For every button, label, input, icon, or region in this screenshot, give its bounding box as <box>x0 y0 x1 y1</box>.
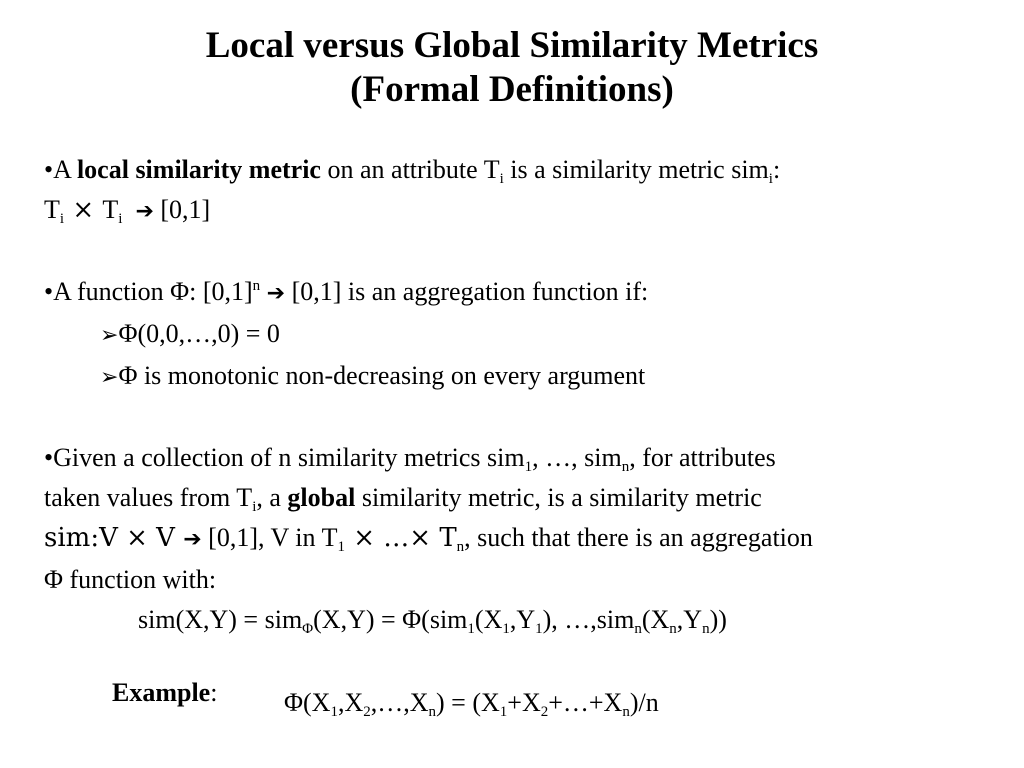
text-run: ), …,sim <box>542 605 635 634</box>
text-run: A function Φ: [0,1] <box>53 277 253 306</box>
text-run: taken values from T <box>44 483 253 512</box>
bullet-local-metric-line-1 <box>44 150 1014 190</box>
subscript: n <box>634 621 642 637</box>
arrowhead-bullet-icon: ➢ <box>100 323 119 348</box>
spacer <box>44 398 1014 438</box>
text-run: , for attributes <box>629 443 776 472</box>
times-symbol: × <box>64 195 103 225</box>
arrow-icon: ➔ <box>266 281 286 306</box>
text-run: : <box>210 678 218 707</box>
text-run: similarity metric, is a similarity metric <box>355 483 762 512</box>
text-run: (X <box>641 605 670 634</box>
arrow-icon: ➔ <box>183 527 202 552</box>
text-run: : <box>772 155 781 184</box>
bullet-global-metric-line-1 <box>44 438 1014 478</box>
subscript: n <box>456 539 465 555</box>
bullet-global-metric-line-3 <box>44 518 1014 560</box>
subscript: i <box>59 211 65 227</box>
bullet-global-metric-line-2 <box>44 478 1014 518</box>
title-line-2: (Formal Definitions) <box>350 69 674 110</box>
text-run: (X,Y) = Φ(sim <box>313 605 468 634</box>
subscript: i <box>768 171 773 187</box>
text-run: )) <box>709 605 727 634</box>
example-label-text: Example <box>112 678 211 707</box>
subscript: n <box>622 704 630 720</box>
superscript: n <box>252 278 261 294</box>
text-run: , …, sim <box>532 443 622 472</box>
subscript: 1 <box>502 621 510 637</box>
text-run: ,X <box>337 688 364 717</box>
sub-bullet-condition-2 <box>44 356 1014 398</box>
text-run: +…+X <box>548 688 623 717</box>
bullet-marker: • <box>44 277 54 306</box>
global-similarity-formula <box>44 600 1014 640</box>
text-run: Φ(X <box>284 688 331 717</box>
bullet-global-metric-line-4: Φ function with: <box>44 565 217 594</box>
example-formula <box>284 686 659 720</box>
text-run: )/n <box>629 688 659 717</box>
text-run: , such that there is an aggregation <box>464 523 813 552</box>
text-run: ) = (X <box>436 688 500 717</box>
subscript: i <box>252 499 257 515</box>
text-run: T <box>102 195 119 224</box>
bullet-aggregation-function <box>44 272 1014 314</box>
text-run: ,Y <box>676 605 703 634</box>
text-run: [0,1], V in T <box>201 523 338 552</box>
text-run: Φ(0,0,…,0) = 0 <box>118 319 280 348</box>
bullet-local-metric-line-2 <box>44 190 1014 232</box>
subscript: n <box>428 704 437 720</box>
spacer <box>44 232 1014 272</box>
text-run: is a similarity metric sim <box>503 155 769 184</box>
text-run: Φ is monotonic non-decreasing on every argument <box>118 361 646 390</box>
text-run: sim(X,Y) = sim <box>138 605 303 634</box>
subscript: 2 <box>540 704 549 720</box>
text-run: ,…,X <box>370 688 429 717</box>
bullet-marker: • <box>44 443 54 472</box>
subscript: 2 <box>363 704 371 720</box>
subscript: 1 <box>330 704 338 720</box>
text-run: T <box>44 195 60 224</box>
subscript: n <box>669 621 677 637</box>
sub-bullet-condition-1 <box>44 314 1014 356</box>
text-run: × …× T <box>344 523 457 553</box>
subscript: 1 <box>467 621 475 637</box>
text-run: on an attribute T <box>320 155 500 184</box>
subscript: 1 <box>524 459 533 475</box>
arrowhead-bullet-icon: ➢ <box>100 365 119 390</box>
subscript: Φ <box>302 621 314 637</box>
slide-body <box>44 150 1014 640</box>
term-local-similarity-metric: local similarity metric <box>76 155 321 184</box>
title-line-1: Local versus Global Similarity Metrics <box>205 25 819 66</box>
subscript: i <box>499 171 504 187</box>
example-label <box>112 676 217 710</box>
text-run: (X <box>474 605 503 634</box>
text-run: +X <box>507 688 541 717</box>
text-run: sim:V × V <box>44 523 184 553</box>
text-run: A <box>53 155 77 184</box>
bullet-marker: • <box>44 155 54 184</box>
subscript: n <box>621 459 630 475</box>
text-run: , a <box>256 483 288 512</box>
text-run: Given a collection of n similarity metrics sim <box>53 443 525 472</box>
text-run: [0,1] <box>153 195 211 224</box>
subscript: 1 <box>499 704 508 720</box>
subscript: 1 <box>535 621 543 637</box>
text-run: ,Y <box>509 605 536 634</box>
subscript: 1 <box>337 539 345 555</box>
slide-title <box>0 24 1024 112</box>
term-global: global <box>287 483 356 512</box>
text-run: [0,1] is an aggregation function if: <box>285 277 649 306</box>
subscript: n <box>702 621 710 637</box>
subscript: i <box>118 211 123 227</box>
arrow-icon: ➔ <box>135 199 154 224</box>
